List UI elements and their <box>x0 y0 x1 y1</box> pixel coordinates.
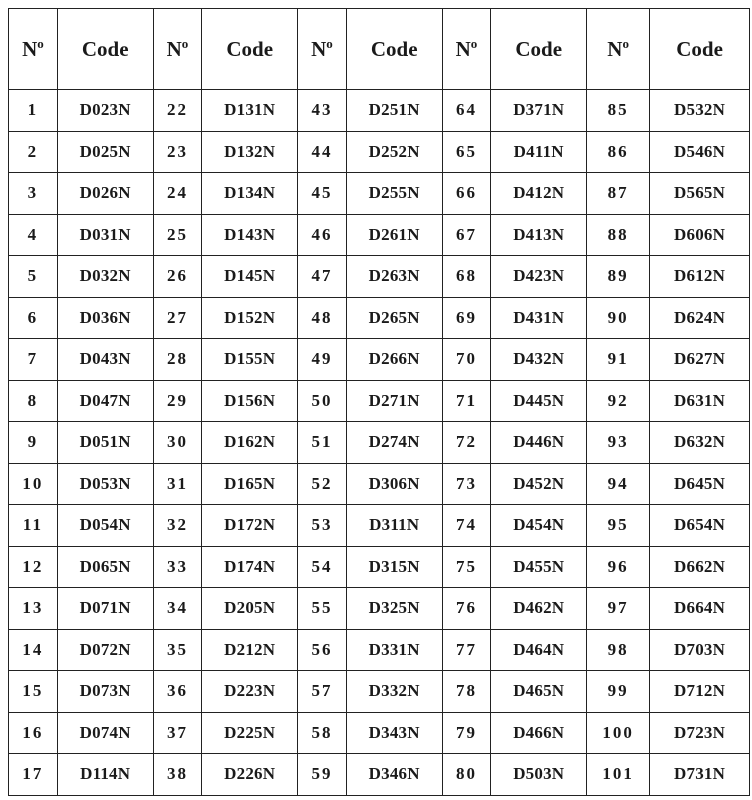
item-number-cell: 52 <box>298 463 347 505</box>
item-code-cell: D155N <box>202 339 298 381</box>
item-code-cell: D343N <box>346 712 442 754</box>
number-header: $N^o$ <box>9 9 58 90</box>
item-number-cell: 66 <box>442 173 491 215</box>
table-row <box>9 256 750 298</box>
table-row <box>9 380 750 422</box>
item-code-cell: D071N <box>57 588 153 630</box>
item-number-cell: 32 <box>153 505 202 547</box>
item-number-cell: 80 <box>442 754 491 796</box>
item-number-cell: 90 <box>587 297 650 339</box>
number-header: $N^o$ <box>153 9 202 90</box>
table-row <box>9 546 750 588</box>
item-code-cell: D265N <box>346 297 442 339</box>
item-number-cell: 14 <box>9 629 58 671</box>
item-code-cell: D043N <box>57 339 153 381</box>
item-code-cell: D036N <box>57 297 153 339</box>
item-number-cell: 73 <box>442 463 491 505</box>
item-code-cell: D212N <box>202 629 298 671</box>
item-code-cell: D032N <box>57 256 153 298</box>
table-row <box>9 90 750 132</box>
item-code-cell: D271N <box>346 380 442 422</box>
item-number-cell: 34 <box>153 588 202 630</box>
item-code-cell: D446N <box>491 422 587 464</box>
item-code-cell: D152N <box>202 297 298 339</box>
item-number-cell: 10 <box>9 463 58 505</box>
item-code-cell: D306N <box>346 463 442 505</box>
item-number-cell: 12 <box>9 546 58 588</box>
item-number-cell: 67 <box>442 214 491 256</box>
item-code-cell: D371N <box>491 90 587 132</box>
item-code-cell: D225N <box>202 712 298 754</box>
item-code-cell: D025N <box>57 131 153 173</box>
item-number-cell: 1 <box>9 90 58 132</box>
item-code-cell: D413N <box>491 214 587 256</box>
item-code-cell: D143N <box>202 214 298 256</box>
item-code-cell: D134N <box>202 173 298 215</box>
code-header: Code <box>650 9 750 90</box>
item-code-cell: D645N <box>650 463 750 505</box>
item-number-cell: 89 <box>587 256 650 298</box>
item-number-cell: 91 <box>587 339 650 381</box>
code-table <box>8 8 750 796</box>
item-code-cell: D072N <box>57 629 153 671</box>
item-number-cell: 28 <box>153 339 202 381</box>
item-number-cell: 49 <box>298 339 347 381</box>
item-number-cell: 93 <box>587 422 650 464</box>
item-code-cell: D627N <box>650 339 750 381</box>
item-number-cell: 79 <box>442 712 491 754</box>
item-code-cell: D325N <box>346 588 442 630</box>
item-code-cell: D606N <box>650 214 750 256</box>
item-number-cell: 3 <box>9 173 58 215</box>
table-row <box>9 463 750 505</box>
item-number-cell: 77 <box>442 629 491 671</box>
item-code-cell: D455N <box>491 546 587 588</box>
item-code-cell: D332N <box>346 671 442 713</box>
table-row <box>9 671 750 713</box>
item-code-cell: D165N <box>202 463 298 505</box>
item-number-cell: 74 <box>442 505 491 547</box>
header-row <box>9 9 750 90</box>
item-code-cell: D412N <box>491 173 587 215</box>
code-header: Code <box>491 9 587 90</box>
item-number-cell: 27 <box>153 297 202 339</box>
item-code-cell: D261N <box>346 214 442 256</box>
item-code-cell: D074N <box>57 712 153 754</box>
item-code-cell: D156N <box>202 380 298 422</box>
item-code-cell: D452N <box>491 463 587 505</box>
item-code-cell: D252N <box>346 131 442 173</box>
item-code-cell: D731N <box>650 754 750 796</box>
item-number-cell: 59 <box>298 754 347 796</box>
item-code-cell: D662N <box>650 546 750 588</box>
item-code-cell: D565N <box>650 173 750 215</box>
item-number-cell: 33 <box>153 546 202 588</box>
item-number-cell: 48 <box>298 297 347 339</box>
item-number-cell: 76 <box>442 588 491 630</box>
item-code-cell: D315N <box>346 546 442 588</box>
item-number-cell: 15 <box>9 671 58 713</box>
item-code-cell: D346N <box>346 754 442 796</box>
item-number-cell: 64 <box>442 90 491 132</box>
code-table-container <box>8 8 750 796</box>
table-body <box>9 90 750 796</box>
item-code-cell: D073N <box>57 671 153 713</box>
item-number-cell: 69 <box>442 297 491 339</box>
item-code-cell: D423N <box>491 256 587 298</box>
item-code-cell: D546N <box>650 131 750 173</box>
item-number-cell: 53 <box>298 505 347 547</box>
item-number-cell: 55 <box>298 588 347 630</box>
item-code-cell: D631N <box>650 380 750 422</box>
item-number-cell: 50 <box>298 380 347 422</box>
code-header: Code <box>202 9 298 90</box>
item-code-cell: D432N <box>491 339 587 381</box>
item-number-cell: 25 <box>153 214 202 256</box>
item-number-cell: 56 <box>298 629 347 671</box>
item-code-cell: D712N <box>650 671 750 713</box>
code-header: Code <box>346 9 442 90</box>
item-number-cell: 2 <box>9 131 58 173</box>
item-code-cell: D145N <box>202 256 298 298</box>
item-code-cell: D053N <box>57 463 153 505</box>
item-number-cell: 94 <box>587 463 650 505</box>
item-number-cell: 68 <box>442 256 491 298</box>
item-code-cell: D503N <box>491 754 587 796</box>
item-number-cell: 44 <box>298 131 347 173</box>
item-code-cell: D263N <box>346 256 442 298</box>
item-code-cell: D411N <box>491 131 587 173</box>
item-number-cell: 8 <box>9 380 58 422</box>
item-number-cell: 29 <box>153 380 202 422</box>
item-code-cell: D047N <box>57 380 153 422</box>
item-number-cell: 88 <box>587 214 650 256</box>
item-code-cell: D723N <box>650 712 750 754</box>
item-number-cell: 65 <box>442 131 491 173</box>
item-number-cell: 85 <box>587 90 650 132</box>
item-number-cell: 92 <box>587 380 650 422</box>
item-code-cell: D132N <box>202 131 298 173</box>
table-row <box>9 339 750 381</box>
item-number-cell: 36 <box>153 671 202 713</box>
number-header: $N^o$ <box>587 9 650 90</box>
item-number-cell: 71 <box>442 380 491 422</box>
item-code-cell: D311N <box>346 505 442 547</box>
item-number-cell: 72 <box>442 422 491 464</box>
item-number-cell: 86 <box>587 131 650 173</box>
item-code-cell: D624N <box>650 297 750 339</box>
item-number-cell: 16 <box>9 712 58 754</box>
table-row <box>9 712 750 754</box>
item-number-cell: 95 <box>587 505 650 547</box>
item-number-cell: 87 <box>587 173 650 215</box>
item-code-cell: D031N <box>57 214 153 256</box>
item-number-cell: 6 <box>9 297 58 339</box>
item-number-cell: 35 <box>153 629 202 671</box>
item-number-cell: 70 <box>442 339 491 381</box>
table-row <box>9 214 750 256</box>
item-code-cell: D654N <box>650 505 750 547</box>
item-code-cell: D226N <box>202 754 298 796</box>
item-code-cell: D162N <box>202 422 298 464</box>
item-number-cell: 31 <box>153 463 202 505</box>
item-number-cell: 46 <box>298 214 347 256</box>
item-number-cell: 37 <box>153 712 202 754</box>
item-number-cell: 9 <box>9 422 58 464</box>
table-row <box>9 588 750 630</box>
item-code-cell: D054N <box>57 505 153 547</box>
item-code-cell: D664N <box>650 588 750 630</box>
table-row <box>9 131 750 173</box>
item-code-cell: D026N <box>57 173 153 215</box>
item-code-cell: D174N <box>202 546 298 588</box>
item-code-cell: D114N <box>57 754 153 796</box>
item-number-cell: 13 <box>9 588 58 630</box>
item-code-cell: D131N <box>202 90 298 132</box>
item-number-cell: 23 <box>153 131 202 173</box>
item-code-cell: D255N <box>346 173 442 215</box>
table-row <box>9 629 750 671</box>
item-number-cell: 51 <box>298 422 347 464</box>
item-code-cell: D454N <box>491 505 587 547</box>
item-number-cell: 97 <box>587 588 650 630</box>
number-header: $N^o$ <box>298 9 347 90</box>
item-code-cell: D331N <box>346 629 442 671</box>
number-header: $N^o$ <box>442 9 491 90</box>
item-code-cell: D464N <box>491 629 587 671</box>
table-row <box>9 754 750 796</box>
item-code-cell: D065N <box>57 546 153 588</box>
item-code-cell: D466N <box>491 712 587 754</box>
item-number-cell: 75 <box>442 546 491 588</box>
item-number-cell: 45 <box>298 173 347 215</box>
item-code-cell: D251N <box>346 90 442 132</box>
item-number-cell: 4 <box>9 214 58 256</box>
item-number-cell: 54 <box>298 546 347 588</box>
item-number-cell: 96 <box>587 546 650 588</box>
item-number-cell: 78 <box>442 671 491 713</box>
item-number-cell: 100 <box>587 712 650 754</box>
item-number-cell: 7 <box>9 339 58 381</box>
table-row <box>9 422 750 464</box>
item-code-cell: D703N <box>650 629 750 671</box>
item-number-cell: 43 <box>298 90 347 132</box>
item-number-cell: 57 <box>298 671 347 713</box>
item-code-cell: D465N <box>491 671 587 713</box>
item-number-cell: 17 <box>9 754 58 796</box>
item-number-cell: 38 <box>153 754 202 796</box>
table-row <box>9 505 750 547</box>
item-number-cell: 99 <box>587 671 650 713</box>
item-number-cell: 24 <box>153 173 202 215</box>
item-number-cell: 101 <box>587 754 650 796</box>
item-code-cell: D532N <box>650 90 750 132</box>
item-number-cell: 5 <box>9 256 58 298</box>
table-row <box>9 297 750 339</box>
table-row <box>9 173 750 215</box>
item-number-cell: 22 <box>153 90 202 132</box>
item-code-cell: D462N <box>491 588 587 630</box>
item-code-cell: D205N <box>202 588 298 630</box>
item-code-cell: D051N <box>57 422 153 464</box>
item-code-cell: D223N <box>202 671 298 713</box>
code-header: Code <box>57 9 153 90</box>
item-number-cell: 26 <box>153 256 202 298</box>
item-number-cell: 98 <box>587 629 650 671</box>
item-number-cell: 30 <box>153 422 202 464</box>
item-code-cell: D632N <box>650 422 750 464</box>
item-number-cell: 58 <box>298 712 347 754</box>
item-code-cell: D023N <box>57 90 153 132</box>
item-number-cell: 11 <box>9 505 58 547</box>
item-code-cell: D612N <box>650 256 750 298</box>
item-code-cell: D172N <box>202 505 298 547</box>
item-code-cell: D274N <box>346 422 442 464</box>
item-code-cell: D445N <box>491 380 587 422</box>
item-number-cell: 47 <box>298 256 347 298</box>
item-code-cell: D266N <box>346 339 442 381</box>
item-code-cell: D431N <box>491 297 587 339</box>
